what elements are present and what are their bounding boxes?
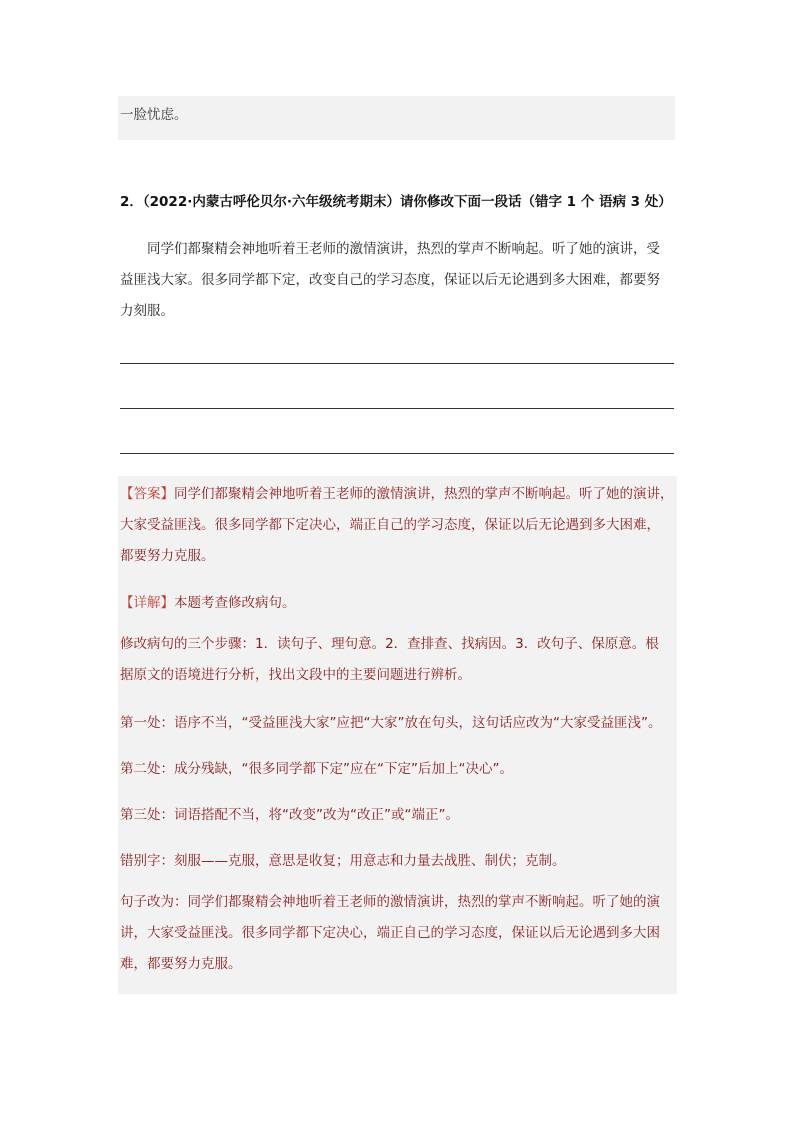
answer-blank-line [120, 363, 674, 364]
detail-revised [120, 887, 678, 980]
answer-tag: 【答案】 [120, 486, 174, 502]
answer-blank-line [120, 408, 674, 409]
revised-line: 讲，大家受益匪浅。很多同学都下定决心，端正自己的学习态度，保证以后无论遇到多大困 [120, 925, 660, 941]
answer-line: 大家受益匪浅。很多同学都下定决心，端正自己的学习态度，保证以后无论遇到多大困难， [120, 517, 660, 533]
detail-second-error: 第二处：成分残缺，“很多同学都下定”应在“下定”后加上“决心”。 [120, 761, 513, 777]
detail-steps-line: 修改病句的三个步骤：1．读句子、理句意。2．查排查、找病因。3．改句子、保原意。根 [120, 636, 659, 652]
previous-answer-block [118, 96, 675, 140]
revised-line: 难，都要努力克服。 [120, 956, 242, 972]
detail-heading [120, 588, 678, 619]
detail-steps [120, 629, 678, 691]
revised-line: 句子改为：同学们都聚精会神地听着王老师的激情演讲，热烈的掌声不断响起。听了她的演 [120, 894, 660, 910]
answer-block [120, 479, 686, 572]
answer-line: 都要努力克服。 [120, 548, 215, 564]
question-body [120, 234, 675, 327]
detail-first-error: 第一处：语序不当，“受益匪浅大家”应把“大家”放在句头，这句话应改为“大家受益匪浅”。 [120, 715, 662, 731]
answer-line: 同学们都聚精会神地听着王老师的激情演讲，热烈的掌声不断响起。听了她的演讲， [174, 486, 674, 502]
detail-tag: 【详解】 [120, 595, 174, 611]
detail-typo: 错别字：刻服——克服，意思是收复；用意志和力量去战胜、制伏；克制。 [120, 853, 566, 869]
answer-blank-line [120, 453, 674, 454]
detail-third-error: 第三处：词语搭配不当，将“改变”改为“改正”或“端正”。 [120, 807, 459, 823]
question-line: 益匪浅大家。很多同学都下定，改变自己的学习态度，保证以后无论遇到多大困难，都要努 [120, 272, 660, 288]
question-line: 同学们都聚精会神地听着王老师的激情演讲，热烈的掌声不断响起。听了她的演讲，受 [147, 241, 660, 257]
question-line: 力刻服。 [120, 303, 174, 319]
question-title: 2．（2022·内蒙古呼伦贝尔·六年级统考期末）请你修改下面一段话（错字 1 个 语病 3 处） [120, 194, 672, 210]
detail-intro: 本题考查修改病句。 [174, 595, 296, 611]
detail-steps-line: 据原文的语境进行分析，找出文段中的主要问题进行辨析。 [120, 667, 471, 683]
previous-answer-text: 一脸忧虑。 [120, 107, 188, 123]
